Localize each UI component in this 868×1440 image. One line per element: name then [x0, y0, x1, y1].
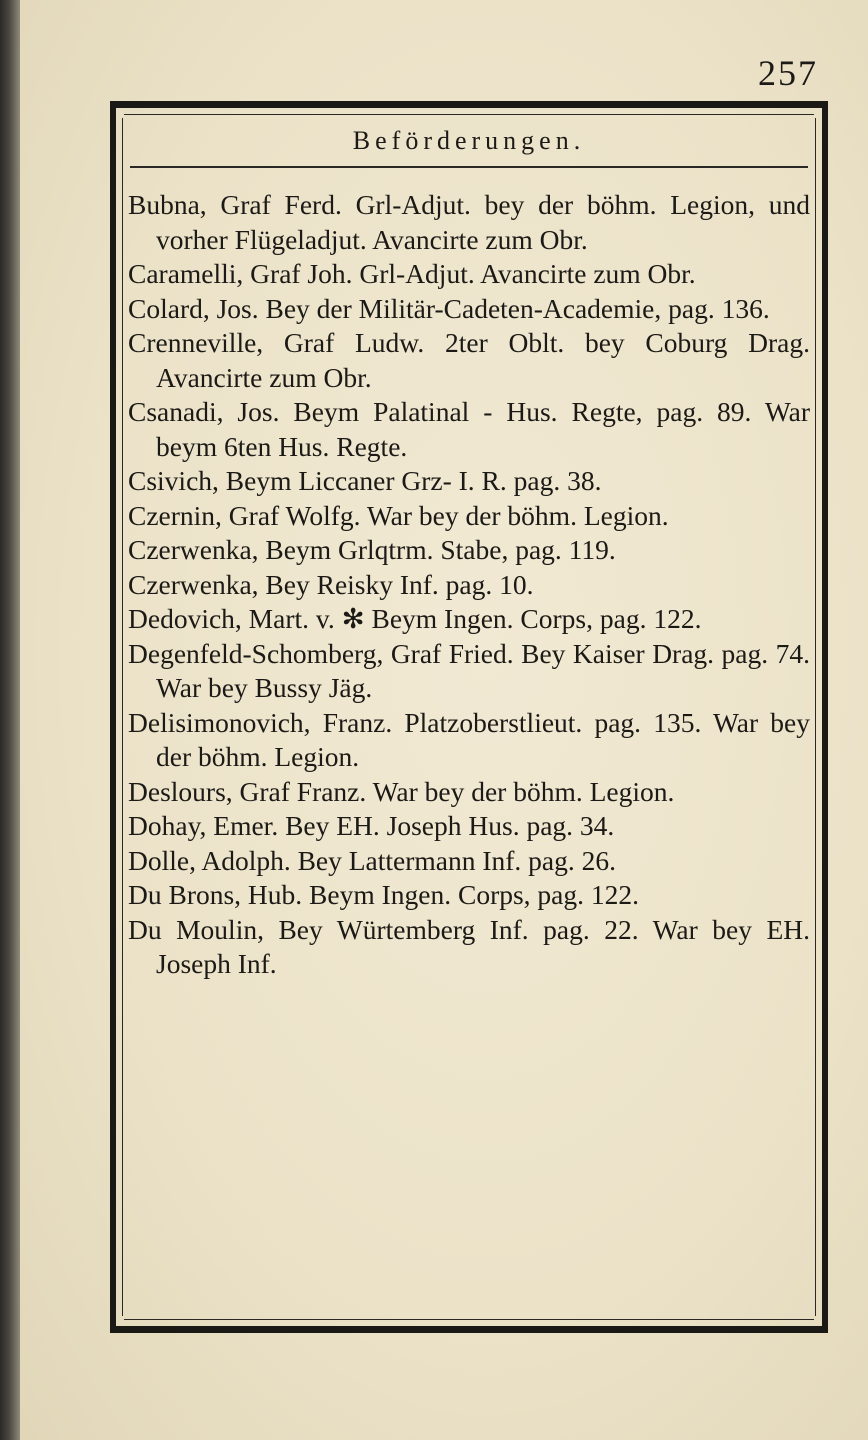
section-heading: Beförderungen.: [352, 126, 586, 155]
frame-inner-rule-bottom: [124, 1319, 814, 1320]
list-entry: Degenfeld-Schomberg, Graf Fried. Bey Kaiser Drag. pag. 74. War bey Bussy Jäg.: [128, 637, 810, 703]
list-entry: Dolle, Adolph. Bey Lattermann Inf. pag. 26.: [128, 844, 617, 876]
ornamental-frame: [110, 101, 828, 1333]
book-page: [20, 0, 868, 1440]
list-entry: Colard, Jos. Bey der Militär-Cadeten-Academie, pag. 136.: [128, 292, 770, 324]
list-entry: Czerwenka, Bey Reisky Inf. pag. 10.: [128, 568, 534, 600]
list-entry: Csivich, Beym Liccaner Grz- I. R. pag. 38.: [128, 465, 602, 496]
list-entry: Du Moulin, Bey Würtemberg Inf. pag. 22. War bey EH. Joseph Inf.: [128, 913, 810, 979]
list-entry: Bubna, Graf Ferd. Grl-Adjut. bey der böhm. Legion, und vorher Flügeladjut. Avancirte zum Obr.: [128, 189, 810, 255]
frame-inner-rule-left: [122, 118, 123, 1316]
promotion-list: [128, 188, 810, 982]
list-entry: Czernin, Graf Wolfg. War bey der böhm. Legion.: [128, 499, 669, 531]
list-entry: Deslours, Graf Franz. War bey der böhm. Legion.: [128, 775, 675, 807]
list-entry: Czerwenka, Beym Grlqtrm. Stabe, pag. 119.: [128, 534, 616, 565]
frame-inner-rule-top: [124, 114, 814, 115]
page-number: 257: [758, 53, 818, 93]
frame-inner-rule-right: [815, 118, 816, 1316]
list-entry: Caramelli, Graf Joh. Grl-Adjut. Avancirte zum Obr.: [128, 258, 696, 289]
list-entry: Delisimonovich, Franz. Platzoberstlieut. pag. 135. War bey der böhm. Legion.: [128, 706, 810, 772]
heading-rule: [130, 166, 808, 168]
list-entry: Dohay, Emer. Bey EH. Joseph Hus. pag. 34.: [128, 810, 615, 841]
book-spine-edge: [0, 0, 20, 1440]
list-entry: Du Brons, Hub. Beym Ingen. Corps, pag. 122.: [128, 879, 640, 910]
list-entry: Crenneville, Graf Ludw. 2ter Oblt. bey Coburg Drag. Avancirte zum Obr.: [128, 327, 810, 393]
list-entry: Csanadi, Jos. Beym Palatinal - Hus. Regte, pag. 89. War beym 6ten Hus. Regte.: [128, 396, 810, 462]
list-entry: Dedovich, Mart. v. ✻ Beym Ingen. Corps, pag. 122.: [128, 603, 702, 634]
